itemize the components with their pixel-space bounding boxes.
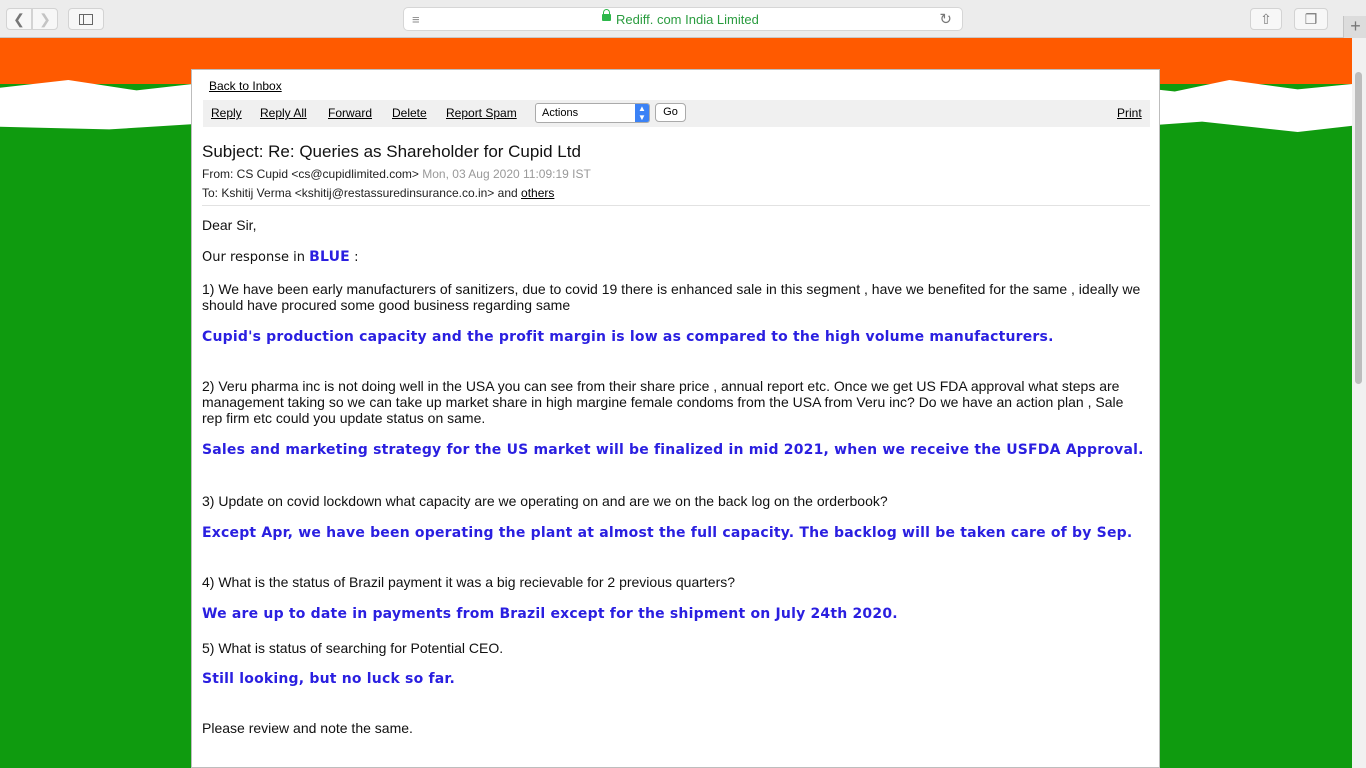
answer-2: Sales and marketing strategy for the US market will be finalized in mid 2021, when we receive the USFDA Approval. bbox=[202, 442, 1144, 458]
reply-all-link[interactable]: Reply All bbox=[260, 106, 307, 120]
actions-select-value: Actions bbox=[542, 107, 579, 119]
url-text: Rediff. com India Limited bbox=[616, 12, 759, 27]
intro-blue: BLUE bbox=[309, 249, 350, 265]
intro-prefix: Our response in bbox=[202, 250, 305, 265]
reply-link[interactable]: Reply bbox=[211, 106, 242, 120]
sidebar-toggle-icon[interactable] bbox=[68, 8, 104, 30]
mail-date: Mon, 03 Aug 2020 11:09:19 IST bbox=[422, 167, 591, 181]
scrollbar-thumb[interactable] bbox=[1355, 72, 1362, 384]
others-link[interactable]: others bbox=[521, 186, 555, 200]
go-button[interactable]: Go bbox=[655, 103, 686, 122]
question-3: 3) Update on covid lockdown what capacity are we operating on and are we on the back log on the orderbook? bbox=[202, 493, 888, 509]
question-1: 1) We have been early manufacturers of sanitizers, due to covid 19 there is enhanced sale in this segment , have we benefited for the same , ideally we should have procured some good business regarding same bbox=[202, 281, 1141, 313]
print-link[interactable]: Print bbox=[1117, 106, 1142, 120]
lock-icon bbox=[602, 14, 611, 21]
intro-suffix: : bbox=[354, 250, 359, 265]
header-divider bbox=[202, 205, 1150, 206]
browser-toolbar bbox=[0, 0, 1366, 38]
reload-icon[interactable]: ↻ bbox=[939, 11, 952, 28]
closing-line: Please review and note the same. bbox=[202, 720, 413, 736]
new-tab-icon[interactable]: + bbox=[1343, 16, 1366, 38]
mail-subject: Subject: Re: Queries as Shareholder for Cupid Ltd bbox=[202, 142, 581, 161]
answer-5: Still looking, but no luck so far. bbox=[202, 671, 456, 687]
forward-arrow-icon[interactable]: ❯ bbox=[32, 8, 58, 30]
address-bar[interactable] bbox=[403, 7, 963, 31]
tabs-overview-icon[interactable]: ❐ bbox=[1294, 8, 1328, 30]
answer-3: Except Apr, we have been operating the plant at almost the full capacity. The backlog will be taken care of by Sep. bbox=[202, 525, 1133, 541]
question-5: 5) What is status of searching for Potential CEO. bbox=[202, 640, 504, 656]
forward-link[interactable]: Forward bbox=[328, 106, 373, 120]
to-recipients: To: Kshitij Verma <kshitij@restassuredinsurance.co.in> and bbox=[202, 186, 518, 200]
intro-line bbox=[202, 249, 1147, 266]
report-spam-link[interactable]: Report Spam bbox=[446, 106, 517, 120]
answer-4: We are up to date in payments from Brazil except for the shipment on July 24th 2020. bbox=[202, 606, 898, 622]
mail-toolbar bbox=[203, 100, 1150, 127]
from-sender: From: CS Cupid <cs@cupidlimited.com> bbox=[202, 167, 419, 181]
select-arrows-icon: ▲ ▼ bbox=[635, 104, 649, 122]
back-arrow-icon[interactable]: ❮ bbox=[6, 8, 32, 30]
question-2: 2) Veru pharma inc is not doing well in the USA you can see from their share price , annual report etc. Once we get US FDA approval what steps are management taking so we can take up market share in high margine female condoms from the USA from Veru inc? Do we have an action plan , Sale rep firm etc could you update status on same. bbox=[202, 378, 1124, 426]
actions-select[interactable] bbox=[535, 103, 650, 123]
greeting: Dear Sir, bbox=[202, 217, 257, 233]
share-icon[interactable]: ⇧ bbox=[1250, 8, 1282, 30]
sidebar-icon bbox=[79, 14, 93, 25]
reader-icon[interactable]: ≡ bbox=[412, 12, 420, 27]
to-line bbox=[202, 186, 554, 200]
delete-link[interactable]: Delete bbox=[392, 106, 427, 120]
question-4: 4) What is the status of Brazil payment it was a big recievable for 2 previous quarters? bbox=[202, 574, 736, 590]
answer-1: Cupid's production capacity and the profit margin is low as compared to the high volume manufacturers. bbox=[202, 329, 1054, 345]
page-scrollbar[interactable] bbox=[1352, 38, 1366, 768]
back-to-inbox-link[interactable]: Back to Inbox bbox=[209, 79, 282, 93]
mail-panel bbox=[191, 69, 1160, 768]
from-line bbox=[202, 167, 591, 181]
